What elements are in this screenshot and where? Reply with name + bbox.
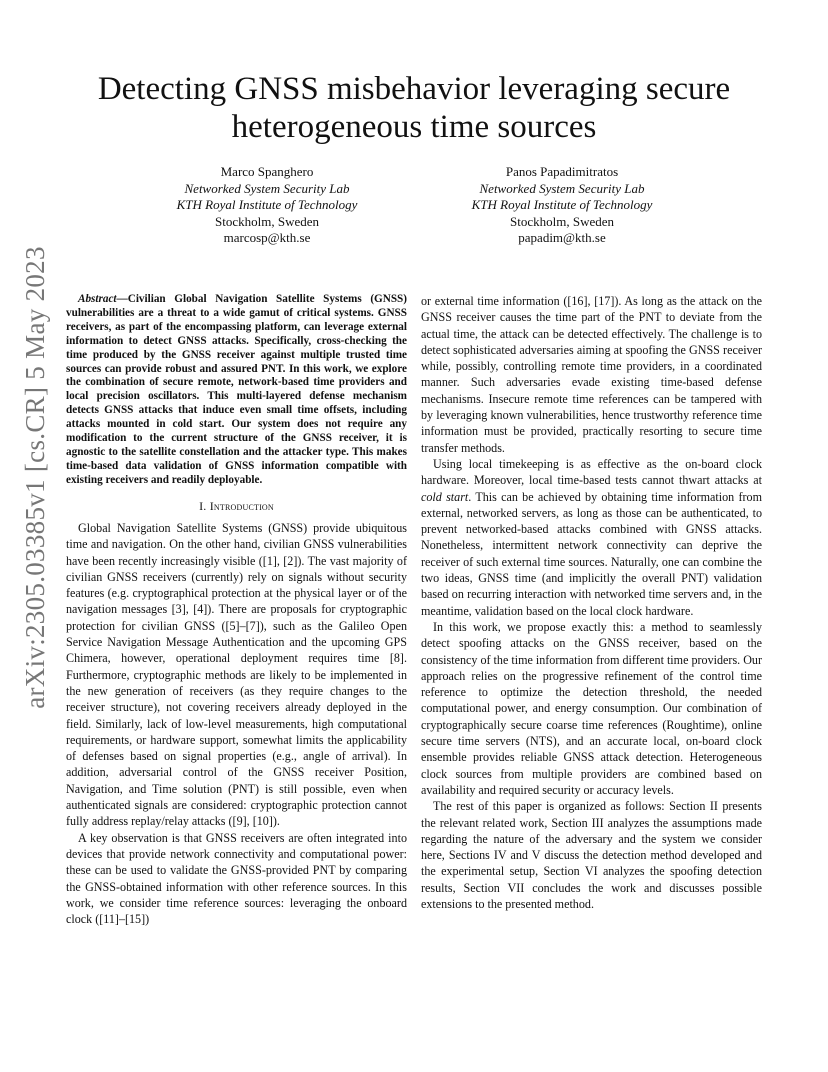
author-institution: KTH Royal Institute of Technology [176, 197, 358, 213]
para-text: Using local timekeeping is as effective as the on-board clock hardware. Moreover, local time-based tests cannot thwart attacks at [421, 456, 762, 488]
emphasis-cold-start: cold start [421, 489, 469, 504]
author-name: Marco Spanghero [220, 164, 314, 179]
right-column [421, 293, 762, 912]
author-email[interactable]: papadim@kth.se [518, 230, 606, 246]
author-lab: Networked System Security Lab [479, 180, 645, 196]
section-title: Introduction [209, 498, 274, 513]
author-name: Panos Papadimitratos [505, 164, 619, 179]
intro-paragraph-1: Global Navigation Satellite Systems (GNSS) provide ubiquitous time and navigation. On the other hand, civilian GNSS vulnerabilities have been recently increasingly visible ([1], [2]). The vast majority of civilian GNSS receivers (currently) rely on signals without security features (e.g. cryptographical protection at the physical layer or of the navigation messages [3], [4]). There are proposals for cryptographic protection for civilian GNSS ([5]–[7]), such as the Galileo Open Service Navigation Message Authentication and the upcoming GPS Chimera, however, operational deployment requires time [8]. Furthermore, cryptographic methods are likely to be implemented in the new generation of receivers (as they require changes to the receiver structure), not covering receivers already deployed in the field. Similarly, lack of low-level measurements, high computational requirements, or hardware support, somewhat limits the applicability of defenses based on signal properties (e.g., angle of arrival). In addition, adversarial control of the GNSS receiver Position, Navigation, and Time solution (PNT) is still possible, even when authenticated signals are considered: cryptographic protection cannot fully address replay/relay attacks ([9], [10]). [66, 520, 407, 829]
intro-paragraph-organization: The rest of this paper is organized as follows: Section II presents the relevant related work, Section III analyzes the assumptions made regarding the nature of the adversary and the system we consider here, Sections IV and V discuss the detection method developed and the experimental setup, Section VI analyzes the spoofing detection results, Section VII concludes the work and discusses possible extensions to the presented method. [421, 799, 762, 911]
paper-title [60, 70, 768, 146]
author-email[interactable]: marcosp@kth.se [223, 230, 311, 246]
intro-paragraph-contribution: In this work, we propose exactly this: a method to seamlessly detect spoofing attacks on the GNSS receiver, based on the consistency of the time information from different time providers. Our approach relies on the progressive refinement of the control time reference to optimize the detection threshold, the needed computational power, and energy consumption. Our combination of cryptographically secure coarse time references (Roughtime), online secure time servers (NTS), and an accurate local, on-board clock ensemble provides reliable GNSS attack detection. Heterogeneous clock sources from multiple providers are combined based on availability and required security or accuracy levels. [421, 619, 762, 797]
author-lab: Networked System Security Lab [184, 180, 350, 196]
author-institution: KTH Royal Institute of Technology [471, 197, 653, 213]
abstract [66, 293, 407, 488]
abstract-label: Abstract [78, 293, 117, 305]
intro-paragraph-local-timekeeping [421, 456, 762, 619]
section-heading-introduction [66, 498, 407, 514]
arxiv-side-identifier [19, 246, 50, 709]
author-location: Stockholm, Sweden [510, 213, 614, 229]
intro-paragraph-2: A key observation is that GNSS receivers are often integrated into devices that provide network connectivity and computational power: these can be used to validate the GNSS-provided PNT by comparing the GNSS-obtained information with other reference sources. In this work, we consider time reference sources: leveraging the onboard clock ([11]–[15]) [66, 830, 407, 927]
author-block-1 [142, 164, 392, 247]
author-block-2 [437, 164, 687, 247]
section-number: I. [199, 498, 207, 513]
arxiv-id-text: arXiv:2305.03385v1 [cs.CR] 5 May 2023 [19, 246, 50, 709]
intro-paragraph-continued: or external time information ([16], [17]). As long as the attack on the GNSS receiver causes the time part of the PNT to deviate from the actual time, the attack can be detected effectively. The challenge is to detect sophisticated adversaries aiming at spoofing the GNSS receiver while, possibly, controlling remote time providers, in a coordinated manner. Such adversaries evade existing time-based defense mechanisms. Insecure remote time references can be tampered with by leveraging known vulnerabilities, hence trustworthy reference time information must be provided, practically resorting to secure time transfer methods. [421, 294, 762, 455]
abstract-text: —Civilian Global Navigation Satellite Systems (GNSS) vulnerabilities are a threat to a wide gamut of critical systems. GNSS receivers, as part of the encompassing platform, can leverage external information to detect GNSS attacks. Specifically, cross-checking the time produced by the GNSS receiver against multiple trusted time sources can provide robust and assured PNT. In this work, we explore the combination of secure remote, network-based time providers and local precision oscillators. This multi-layered defense mechanism detects GNSS attacks that induce even small time offsets, including attacks mounted in cold start. Our system does not require any modification to the current structure of the GNSS receiver, it is agnostic to the satellite constellation and the attacker type. This makes time-based data validation of GNSS information compatible with existing receivers and readily deployable. [66, 293, 407, 486]
left-column [66, 293, 407, 927]
author-location: Stockholm, Sweden [215, 213, 319, 229]
title-line-2: heterogeneous time sources [231, 109, 597, 145]
para-text: . This can be achieved by obtaining time information from external, networked servers, as long as those can be authenticated, to prevent networked-based attacks combined with GNSS attacks. Nonetheless, intermittent network connectivity can deprive the receiver of such external time sources. Naturally, one can combine the two ideas, GNSS time (and implicitly the overall PNT) validation based on recurring interaction with networked time servers and, in the meantime, validation based on the local clock hardware. [421, 489, 762, 618]
title-line-1: Detecting GNSS misbehavior leveraging secure [97, 71, 731, 107]
